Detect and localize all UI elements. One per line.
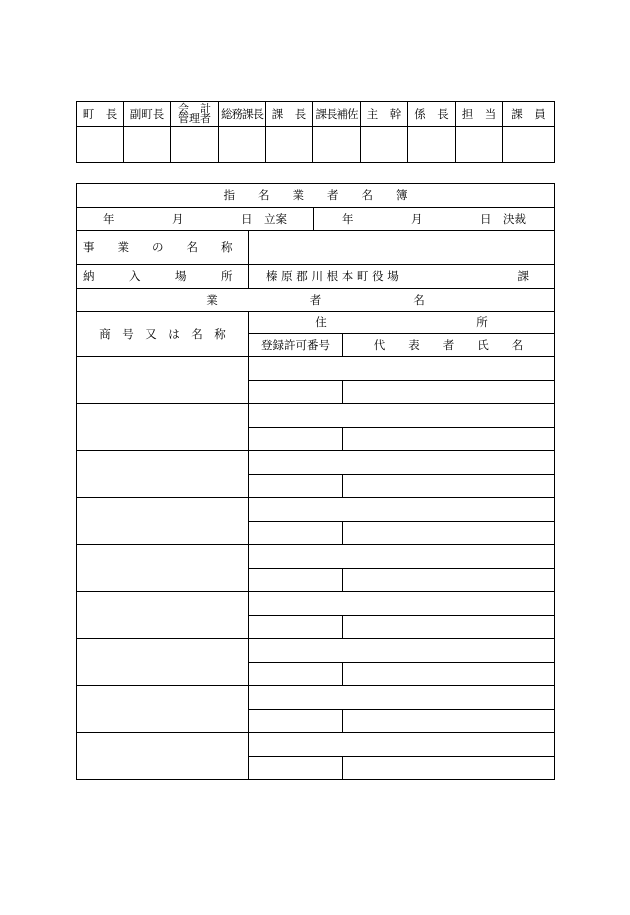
stamp-cell[interactable]	[503, 127, 555, 163]
approval-header-accounting-text: 会 計管理者	[178, 102, 211, 125]
approval-header-mayor: 町 長	[77, 102, 124, 127]
vendor-name-field[interactable]	[77, 498, 249, 545]
vendor-reg-no-field[interactable]	[249, 522, 343, 545]
vendor-address-field[interactable]	[249, 592, 555, 616]
vendor-name-field[interactable]	[77, 639, 249, 686]
vendor-name-field[interactable]	[77, 404, 249, 451]
vendor-reg-no-field[interactable]	[249, 428, 343, 451]
col-trade-name: 商 号 又 は 名 称	[77, 312, 249, 357]
approval-stamp-row	[77, 127, 555, 163]
vendor-section-row	[77, 289, 555, 312]
register-title: 指 名 業 者 名 簿	[77, 184, 555, 208]
vendor-name-field[interactable]	[77, 592, 249, 639]
vendor-name-field[interactable]	[77, 686, 249, 733]
col-reg-no: 登録許可番号	[249, 334, 343, 357]
decision-date[interactable]: 年 月 日 決裁	[314, 208, 555, 231]
stamp-cell[interactable]	[456, 127, 503, 163]
vendor-address-field[interactable]	[249, 404, 555, 428]
vendor-address-field[interactable]	[249, 639, 555, 663]
approval-header-accounting	[171, 102, 219, 127]
vendor-reg-no-field[interactable]	[249, 616, 343, 639]
stamp-cell[interactable]	[408, 127, 456, 163]
vendor-rep-field[interactable]	[343, 710, 555, 733]
stamp-cell[interactable]	[313, 127, 361, 163]
vendor-row-6-top	[77, 592, 555, 616]
approval-header-general-affairs: 総務課長	[219, 102, 266, 127]
vendor-rep-field[interactable]	[343, 428, 555, 451]
vendor-reg-no-field[interactable]	[249, 757, 343, 780]
register-table	[76, 183, 555, 780]
vendor-rep-field[interactable]	[343, 616, 555, 639]
vendor-reg-no-field[interactable]	[249, 569, 343, 592]
vendor-rep-field[interactable]	[343, 663, 555, 686]
vendor-address-field[interactable]	[249, 545, 555, 569]
approval-header-staff: 課 員	[503, 102, 555, 127]
vendor-row-4-top	[77, 498, 555, 522]
project-name-label: 事 業 の 名 称	[77, 231, 249, 265]
vendor-row-8-top	[77, 686, 555, 710]
stamp-cell[interactable]	[361, 127, 408, 163]
vendor-row-2-top	[77, 404, 555, 428]
vendor-rep-field[interactable]	[343, 757, 555, 780]
vendor-section-header: 業 者 名	[77, 289, 555, 312]
date-row	[77, 208, 555, 231]
delivery-field[interactable]	[249, 265, 555, 289]
vendor-name-field[interactable]	[77, 451, 249, 498]
approval-header-row	[77, 102, 555, 127]
project-name-field[interactable]	[249, 231, 555, 265]
vendor-address-field[interactable]	[249, 733, 555, 757]
vendor-rep-field[interactable]	[343, 569, 555, 592]
vendor-rep-field[interactable]	[343, 522, 555, 545]
register-title-row	[77, 184, 555, 208]
delivery-value: 榛 原 郡 川 根 本 町 役 場	[266, 269, 399, 284]
approval-header-subsection-chief: 係 長	[408, 102, 456, 127]
column-header-row-1	[77, 312, 555, 334]
vendor-rep-field[interactable]	[343, 381, 555, 404]
vendor-address-field[interactable]	[249, 357, 555, 381]
stamp-cell[interactable]	[266, 127, 313, 163]
project-name-row	[77, 231, 555, 265]
vendor-address-field[interactable]	[249, 686, 555, 710]
stamp-cell[interactable]	[171, 127, 219, 163]
stamp-cell[interactable]	[219, 127, 266, 163]
vendor-reg-no-field[interactable]	[249, 710, 343, 733]
vendor-name-field[interactable]	[77, 357, 249, 404]
col-address: 住 所	[249, 312, 555, 334]
vendor-row-5-top	[77, 545, 555, 569]
draft-date[interactable]: 年 月 日 立案	[77, 208, 314, 231]
stamp-cell[interactable]	[77, 127, 124, 163]
approval-header-chief: 主 幹	[361, 102, 408, 127]
vendor-address-field[interactable]	[249, 451, 555, 475]
vendor-row-7-top	[77, 639, 555, 663]
approval-header-assistant-chief: 課長補佐	[313, 102, 361, 127]
stamp-cell[interactable]	[124, 127, 171, 163]
vendor-row-3-top	[77, 451, 555, 475]
vendor-name-field[interactable]	[77, 733, 249, 780]
delivery-suffix: 課	[517, 269, 529, 284]
vendor-name-field[interactable]	[77, 545, 249, 592]
approval-header-section-chief: 課 長	[266, 102, 313, 127]
col-rep: 代 表 者 氏 名	[343, 334, 555, 357]
vendor-row-1-top	[77, 357, 555, 381]
delivery-label: 納 入 場 所	[77, 265, 249, 289]
vendor-reg-no-field[interactable]	[249, 663, 343, 686]
approval-table	[76, 101, 555, 163]
approval-header-in-charge: 担 当	[456, 102, 503, 127]
vendor-rep-field[interactable]	[343, 475, 555, 498]
delivery-row	[77, 265, 555, 289]
vendor-address-field[interactable]	[249, 498, 555, 522]
vendor-reg-no-field[interactable]	[249, 381, 343, 404]
vendor-reg-no-field[interactable]	[249, 475, 343, 498]
approval-header-deputy-mayor: 副町長	[124, 102, 171, 127]
vendor-row-9-top	[77, 733, 555, 757]
